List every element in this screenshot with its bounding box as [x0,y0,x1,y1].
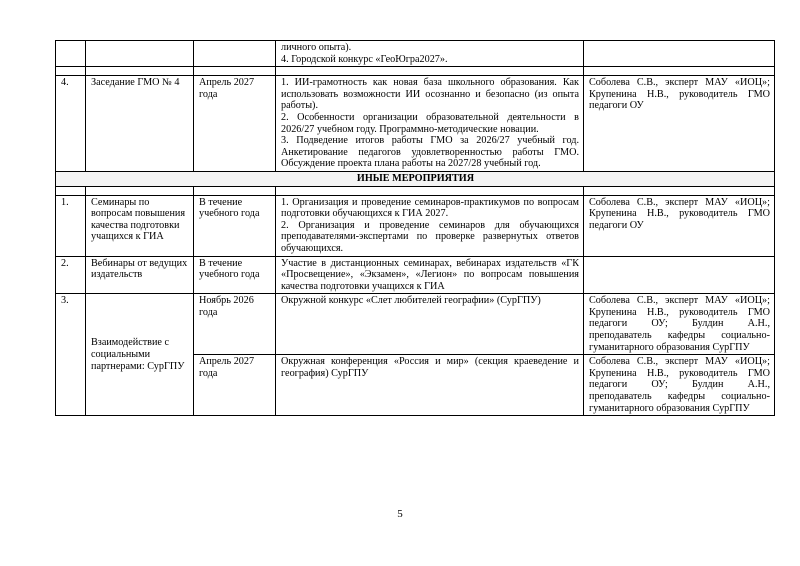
cell-date: В течение учебного года [194,256,276,294]
cell-num: 4. [56,76,86,172]
cell-responsible: Соболева С.В., эксперт МАУ «ИОЦ»; Крупенина Н.В., руководитель ГМО педагоги ОУ; Булдин А.Н., преподаватель кафедры социально-гуманитарного образования СурГПУ [584,294,775,355]
cell-content [276,76,584,172]
cell-num: 1. [56,195,86,256]
cell-num: 3. [56,294,86,416]
cell-content [276,41,584,67]
cell-event: Заседание ГМО № 4 [86,76,194,172]
cell-num [56,41,86,67]
cell-content: Окружной конкурс «Слет любителей географии» (СурГПУ) [276,294,584,355]
table-row-webinars [56,256,775,294]
content-item: 2. Особенности организации образовательной деятельности в 2026/27 учебном году. Программно-методические новации. [281,111,579,135]
plan-table [55,40,775,416]
content-line: 4. Городской конкурс «ГеоЮгра2027». [281,53,448,65]
table-row-seminars [56,195,775,256]
section-row [56,171,775,186]
cell-num: 2. [56,256,86,294]
cell-event: Взаимодействие с социальными партнерами: СурГПУ [86,294,194,416]
content-line: личного опыта). [281,42,352,53]
content-item: 2. Организация и проведение семинаров для обучающихся преподавателями-экспертами по проверке развернутых ответов обучающихся. [281,219,579,254]
cell-date: Апрель 2027 года [194,76,276,172]
cell-responsible: Соболева С.В., эксперт МАУ «ИОЦ»; Крупенина Н.В., руководитель ГМО педагоги ОУ; Булдин А.Н., преподаватель кафедры социально-гуманитарного образования СурГПУ [584,355,775,416]
cell-date: Ноябрь 2026 года [194,294,276,355]
content-item: 1. Организация и проведение семинаров-практикумов по вопросам подготовки обучающихся к ГИА 2027. [281,196,579,220]
table-row-gmo-4 [56,76,775,172]
cell-responsible [584,41,775,67]
content-item: 3. Подведение итогов работы ГМО за 2026/27 учебный год. Анкетирование педагогов удовлетворенностью работы ГМО. Обсуждение проекта плана работы на 2027/28 учебный год. [281,135,579,170]
cell-responsible: Соболева С.В., эксперт МАУ «ИОЦ»; Крупенина Н.В., руководитель ГМО педагоги ОУ [584,195,775,256]
cell-responsible [584,256,775,294]
cell-event: Вебинары от ведущих издательств [86,256,194,294]
table-row-partners [56,294,775,355]
page-number: 5 [397,508,403,520]
row-spacer [56,186,775,195]
cell-content: Окружная конференция «Россия и мир» (секция краеведение и география) СурГПУ [276,355,584,416]
table-row-continuation [56,41,775,67]
cell-event: Семинары по вопросам повышения качества подготовки учащихся к ГИА [86,195,194,256]
cell-date: Апрель 2027 года [194,355,276,416]
section-title: ИНЫЕ МЕРОПРИЯТИЯ [56,171,775,186]
cell-event [86,41,194,67]
content-item: 1. ИИ-грамотность как новая база школьного образования. Как использовать возможности ИИ осознанно и безопасно (из опыта работы). [281,77,579,112]
row-spacer [56,67,775,76]
cell-content: Участие в дистанционных семинарах, вебинарах издательств «ГК «Просвещение», «Экзамен», «Легион» по вопросам повышения качества подготовки учащихся к ГИА [276,256,584,294]
cell-content [276,195,584,256]
cell-date [194,41,276,67]
cell-date: В течение учебного года [194,195,276,256]
cell-responsible: Соболева С.В., эксперт МАУ «ИОЦ»; Крупенина Н.В., руководитель ГМО педагоги ОУ [584,76,775,172]
